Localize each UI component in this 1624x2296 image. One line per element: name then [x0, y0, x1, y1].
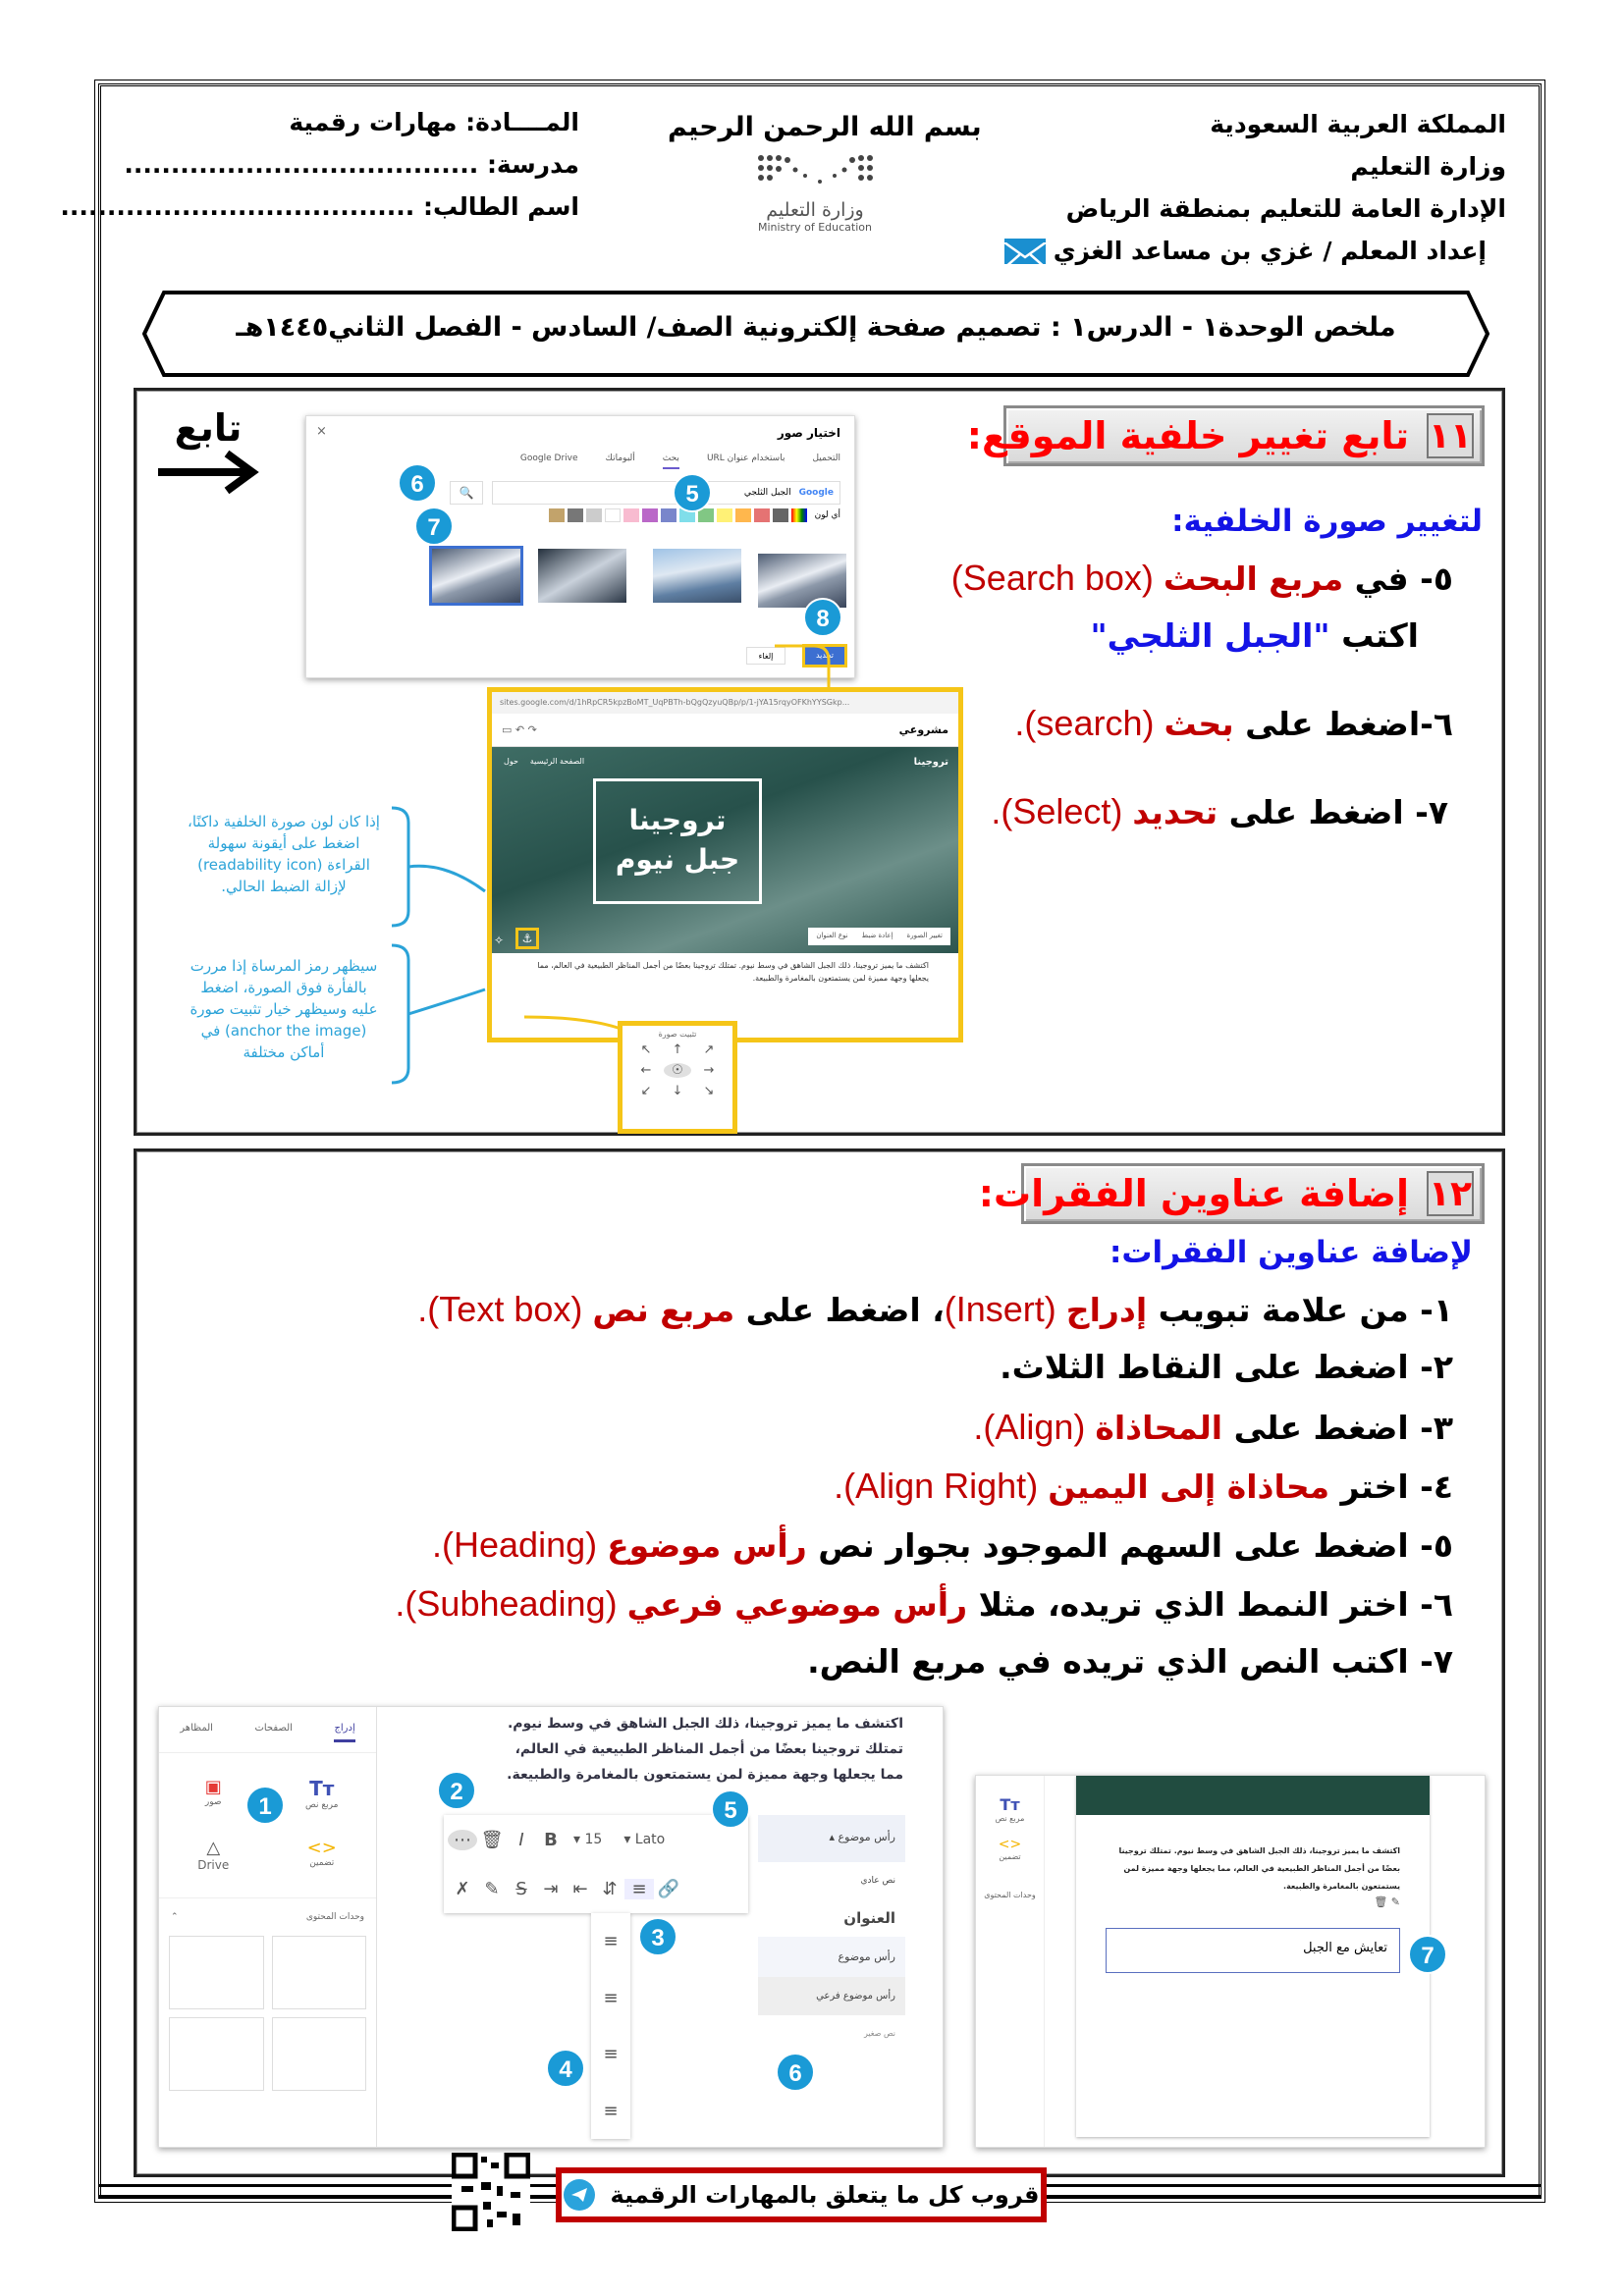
insert-panel: Tт مربع نص <> تضمين وحدات المحتوى [976, 1776, 1045, 2148]
change-image-button[interactable]: تغيير الصورة [906, 932, 943, 939]
text-format-toolbar [444, 1815, 748, 1913]
delete-icon[interactable]: 🗑 [480, 1829, 504, 1850]
more-options-icon[interactable]: ⋯ [448, 1830, 477, 1850]
logo-english: Ministry of Education [757, 221, 872, 234]
subject-label: المــــادة: مهارات رقمية [289, 108, 579, 136]
arrow-up-left-icon[interactable]: ↖ [640, 1042, 652, 1057]
center-icon[interactable]: ☉ [664, 1063, 691, 1078]
indent-icon[interactable]: ⇥ [543, 1878, 559, 1899]
content-block[interactable] [272, 2017, 367, 2091]
anchor-position-popup [618, 1021, 737, 1134]
style-option-title[interactable]: العنوان [843, 1909, 895, 1927]
lesson-banner [142, 291, 1489, 377]
step-text: ٧- اكتب النص الذي تريده في مربع النص. [807, 1642, 1453, 1681]
step-badge: 7 [414, 507, 454, 546]
step-text: ، اضغط على [734, 1291, 945, 1329]
item-label: مربع نص [305, 1800, 339, 1810]
step-5-continued [1090, 616, 1419, 655]
nav-about[interactable]: حول [504, 757, 518, 766]
continue-marker [154, 408, 262, 501]
align-center-icon[interactable]: ≡ [603, 1987, 619, 2008]
line-spacing-icon[interactable]: ⇵ [602, 1878, 618, 1899]
step-english: (Heading). [432, 1524, 608, 1565]
tab-insert[interactable]: إدراج [334, 1723, 354, 1742]
telegram-group-banner[interactable] [556, 2167, 1047, 2222]
step-5 [951, 558, 1453, 599]
step-badge: 6 [398, 463, 437, 503]
section-11-title-box [966, 405, 1485, 466]
heading-text-box[interactable]: تعايش مع الجبل [1106, 1928, 1400, 1973]
section-12 [134, 1148, 1505, 2177]
style-select-current[interactable]: رأس موضوع ▴ [758, 1815, 905, 1862]
tab-themes[interactable]: المظاهر [180, 1723, 213, 1734]
step-english: (Subheading). [395, 1583, 627, 1624]
font-size-select[interactable]: ▾ 15 [573, 1832, 603, 1847]
arrow-down-left-icon[interactable]: ↙ [640, 1084, 652, 1098]
header-left [60, 101, 579, 228]
step-highlight: محاذاة إلى اليمين [1048, 1468, 1330, 1506]
step-badge: 8 [803, 598, 842, 637]
link-icon[interactable]: 🔗 [657, 1878, 680, 1899]
section-title: إضافة عناوين الفقرات: [978, 1172, 1410, 1215]
step-3 [973, 1407, 1453, 1448]
school-field: ...................................... [124, 150, 479, 179]
tab-pages[interactable]: الصفحات [254, 1723, 293, 1734]
student-field: ...................................... [60, 192, 415, 221]
tab-url[interactable]: باستخدام عنوان URL [706, 454, 785, 463]
style-current-label: رأس موضوع [838, 1831, 895, 1843]
bold-icon[interactable]: B [544, 1829, 558, 1850]
paragraph-line: اكتشف ما يميز تروجينا، ذلك الجبل الشاهق في وسط نيوم. [507, 1716, 903, 1732]
step-text: ٥- اضغط على السهم الموجود بجوار نص [806, 1526, 1453, 1565]
readability-callout: إذا كان لون صورة الخلفية داكنًا، اضغط على أيقونة سهولة القراءة (readability icon) لإزالة الضبط الحالي. [188, 813, 380, 895]
image-result-selected[interactable] [432, 549, 520, 603]
section-subtitle: لتغيير صورة الخلفية: [1171, 504, 1483, 539]
dialog-title: اختيار صور [777, 426, 840, 440]
group-label: قروب كل ما يتعلق بالمهارات الرقمية [610, 2181, 1040, 2209]
page-canvas [1076, 1776, 1430, 2137]
strikethrough-icon[interactable]: S [515, 1878, 527, 1899]
url-bar[interactable]: sites.google.com/d/1hRpCR5kpzBoMT_UqPBTh-bQgQzyuQBp/p/1-jYA15rqyOFKhYYSGkp... [492, 692, 958, 714]
arrow-right-icon[interactable]: → [703, 1063, 715, 1078]
step-highlight: تحديد [1132, 793, 1218, 831]
directorate-label: الإدارة العامة للتعليم بمنطقة الرياض [1065, 194, 1506, 223]
step-english: (Align). [973, 1407, 1096, 1447]
step-highlight: مربع نص [592, 1291, 735, 1329]
envelope-icon [1004, 239, 1046, 264]
drive-item[interactable]: △ Drive [197, 1838, 230, 1872]
item-label: تضمين [309, 1858, 335, 1868]
content-blocks-label: وحدات المحتوى [984, 1891, 1036, 1899]
banner-title: ملخص الوحدة١ - الدرس١ : تصميم صفحة إلكترونية الصف/ السادس - الفصل الثاني١٤٤٥هـ [236, 312, 1396, 343]
section-subtitle: لإضافة عناوين الفقرات: [1110, 1235, 1473, 1270]
header-type-button[interactable]: نوع العنوان [816, 932, 848, 939]
style-option-normal[interactable]: نص عادي [860, 1876, 895, 1886]
step-english: (Search box) [950, 558, 1164, 598]
search-button[interactable]: 🔍 [450, 481, 483, 505]
collapse-icon[interactable]: ⌃ [171, 1912, 179, 1922]
arrow-left-icon[interactable]: ← [640, 1063, 652, 1078]
item-label: Drive [197, 1858, 230, 1872]
step-text: ٣- اضغط على [1222, 1409, 1453, 1447]
italic-icon[interactable]: I [518, 1829, 524, 1850]
close-icon[interactable]: × [316, 424, 327, 439]
step-highlight: بحث [1164, 705, 1234, 743]
anchor-icon[interactable]: ⚓ [515, 928, 539, 949]
header-strip [1076, 1776, 1430, 1815]
site-name: تروجينا [913, 757, 948, 768]
undo-redo-icons[interactable]: ▭ ↶ ↷ [502, 723, 537, 736]
step-badge: 6 [776, 2053, 815, 2092]
embed-item[interactable]: <> تضمين [306, 1838, 337, 1868]
connector-line [647, 636, 843, 695]
site-nav [504, 757, 584, 766]
step-highlight: رأس موضوعي فرعي [626, 1585, 968, 1624]
nav-home[interactable]: الصفحة الرئيسية [529, 757, 585, 766]
step-text: ٤- اختر [1329, 1468, 1453, 1506]
image-search-box[interactable] [492, 481, 840, 505]
header-right [1004, 103, 1506, 272]
anchor-grid [623, 1042, 732, 1098]
step-badge: 2 [437, 1771, 476, 1810]
step-english: (search). [1014, 703, 1164, 743]
step-text: اكتب [1329, 616, 1419, 655]
select-button[interactable]: تحديد [805, 647, 844, 665]
step-text: ٢- اضغط على النقاط الثلاث. [1000, 1348, 1453, 1386]
tab-search[interactable]: بحث [663, 454, 679, 469]
step-english: (Text box). [417, 1289, 593, 1329]
step-2 [1000, 1348, 1453, 1386]
cancel-button[interactable]: إلغاء [746, 647, 785, 665]
style-menu [758, 1815, 905, 2052]
content-blocks-label: وحدات المحتوى [305, 1912, 364, 1922]
font-name: Lato [634, 1832, 666, 1847]
telegram-icon [564, 2179, 595, 2211]
anchor-popup-title: تثبيت صورة [658, 1030, 697, 1039]
outdent-icon[interactable]: ⇤ [572, 1878, 588, 1899]
step-4 [834, 1466, 1453, 1507]
section-11 [134, 388, 1505, 1136]
dialog-tabs [520, 454, 840, 469]
paragraph-line: مما يجعلها وجهة مميزة لمن يستمتعون بالمغامرة والطبيعة. [507, 1767, 903, 1783]
step-7 [991, 791, 1448, 832]
step-highlight: رأس موضوع [607, 1526, 807, 1565]
kingdom-label: المملكة العربية السعودية [1210, 110, 1506, 138]
readability-icon[interactable]: ✧ [494, 934, 505, 947]
image-result[interactable] [758, 554, 846, 608]
style-option-subheading[interactable]: رأس موضوع فرعي [758, 1977, 905, 2015]
step-highlight: إدراج [1065, 1291, 1148, 1329]
section-12-title-box [978, 1163, 1485, 1224]
step-text: ٦-اضغط على [1233, 705, 1453, 743]
content-block[interactable] [272, 1936, 367, 2009]
arrow-right-icon [154, 448, 262, 497]
teacher-label: إعداد المعلم / غزي بن مساعد الغزي [1053, 237, 1487, 265]
step-highlight: مربع البحث [1163, 560, 1344, 598]
step-badge: 4 [546, 2049, 585, 2088]
site-preview [487, 687, 963, 1042]
ministry-label: وزارة التعليم [1350, 152, 1506, 181]
highlight-icon[interactable]: ✎ [484, 1878, 500, 1899]
hero-tools [808, 928, 950, 945]
insert-panel [159, 1707, 377, 2148]
embed-item[interactable]: تضمين [999, 1852, 1021, 1861]
step-badge: 3 [638, 1917, 677, 1956]
site-body-text: اكتشف ما يميز تروجينا، ذلك الجبل الشاهق في وسط نيوم. تمتلك تروجينا بعضًا من أجمل المناظر الطبيعية في العالم، مما يجعلها وجهة مميزة لمن يستمتعون بالمغامرة والطبيعة. [537, 961, 929, 983]
hero-line-1: تروجينا [628, 804, 727, 836]
align-right-icon[interactable]: ≡ [603, 2044, 619, 2065]
hero-banner [492, 747, 958, 953]
tab-drive[interactable]: Google Drive [519, 454, 578, 463]
step-5 [432, 1524, 1453, 1566]
step-7 [807, 1642, 1453, 1681]
edit-delete-icons[interactable]: 🗑 ✎ [1374, 1896, 1400, 1908]
editor-toolbar [492, 714, 958, 747]
step-badge: 7 [1408, 1935, 1447, 1974]
style-option-small[interactable]: نص صغير [863, 2029, 895, 2038]
search-query: الجبل الثلجي [743, 488, 791, 498]
arrow-up-icon[interactable]: ↑ [672, 1042, 683, 1057]
item-label: صور [204, 1797, 222, 1807]
logo-arabic: وزارة التعليم [766, 199, 864, 221]
align-icon[interactable]: ≡ [624, 1879, 654, 1899]
reset-button[interactable]: إعادة ضبط [861, 932, 893, 939]
step-english: (Select). [991, 791, 1133, 831]
align-menu [591, 1913, 630, 2139]
editor-paragraph [507, 1711, 903, 1788]
canvas-paragraph: اكتشف ما يميز تروجينا، ذلك الجبل الشاهق في وسط نيوم. تمتلك تروجينا بعضًا من أجمل المناظر الطبيعية في العالم، مما يجعلها وجهة مميزة لمن يستمتعون بالمغامرة والطبيعة. [1118, 1846, 1400, 1891]
step-badge: 1 [245, 1786, 285, 1825]
qr-code-icon [452, 2153, 530, 2231]
text-box-item[interactable]: مربع نص [995, 1814, 1025, 1823]
step-6 [395, 1583, 1453, 1625]
align-left-icon[interactable]: ≡ [603, 1931, 619, 1952]
text-box-item[interactable]: Tт مربع نص [305, 1777, 339, 1810]
step-badge: 5 [673, 473, 712, 512]
section-number: ١١ [1427, 413, 1474, 458]
editor-screenshot-1 [158, 1706, 944, 2148]
ministry-logo-icon [746, 152, 884, 191]
school-label: مدرسة: [486, 150, 579, 179]
continue-label: تابع [174, 406, 243, 450]
editor-screenshot-2 [975, 1775, 1486, 2148]
image-result[interactable] [653, 549, 741, 603]
step-text: ٧- اضغط على [1218, 793, 1448, 831]
anchor-callout: سيظهر رمز المرساة إذا مررت بالفأرة فوق الصورة، اضغط عليه وسيظهر خيار تثبيت صورة (anchor the image) في أماكن مختلفة [189, 957, 378, 1061]
align-justify-icon[interactable]: ≡ [603, 2100, 619, 2121]
font-select[interactable]: ▾ Lato [623, 1832, 666, 1847]
step-english: (Insert) [944, 1289, 1066, 1329]
clear-format-icon[interactable]: ✗ [455, 1878, 470, 1899]
content-block[interactable] [169, 1936, 264, 2009]
color-filter-label[interactable]: أي لون [814, 510, 840, 520]
step-text: ٥- في [1343, 560, 1453, 598]
search-term: "الجبل الثلجي" [1090, 616, 1330, 655]
content-block[interactable] [169, 2017, 264, 2091]
section-title: تابع تغيير خلفية الموقع: [966, 414, 1410, 457]
step-english: (Align Right). [834, 1466, 1049, 1506]
arrow-up-right-icon[interactable]: ↗ [703, 1042, 715, 1057]
content-block-grid [159, 1936, 376, 2091]
step-text: ٦- اختر النمط الذي تريده، مثلا [967, 1585, 1453, 1624]
step-highlight: المحاذاة [1095, 1409, 1223, 1447]
tab-upload[interactable]: التحميل [812, 454, 840, 463]
image-result[interactable] [538, 549, 626, 603]
step-badge: 5 [711, 1789, 750, 1829]
header-center [668, 106, 982, 234]
search-engine-select[interactable]: Google [798, 488, 834, 498]
section-number: ١٢ [1427, 1171, 1474, 1216]
project-name: مشروعي [898, 723, 948, 736]
images-item[interactable]: ▣ صور [204, 1777, 222, 1807]
step-text: ١- من علامة تبويب [1147, 1291, 1453, 1329]
step-1 [417, 1289, 1453, 1330]
tab-albums[interactable]: ألبوماتك [605, 454, 635, 463]
step-6 [1014, 703, 1453, 744]
student-label: اسم الطالب: [422, 192, 579, 221]
style-option-heading[interactable]: رأس موضوع [758, 1937, 905, 1977]
arrow-down-icon[interactable]: ↓ [672, 1084, 683, 1098]
arrow-down-right-icon[interactable]: ↘ [703, 1084, 715, 1098]
basmala: بسم الله الرحمن الرحيم [668, 112, 982, 142]
font-size-value: 15 [584, 1832, 603, 1847]
callout-brackets [387, 803, 495, 1097]
hero-line-2: جبل نيوم [615, 843, 740, 876]
paragraph-line: تمتلك تروجينا بعضًا من أجمل المناظر الطبيعية في العالم، [514, 1741, 903, 1757]
hero-title-box[interactable] [593, 778, 762, 904]
